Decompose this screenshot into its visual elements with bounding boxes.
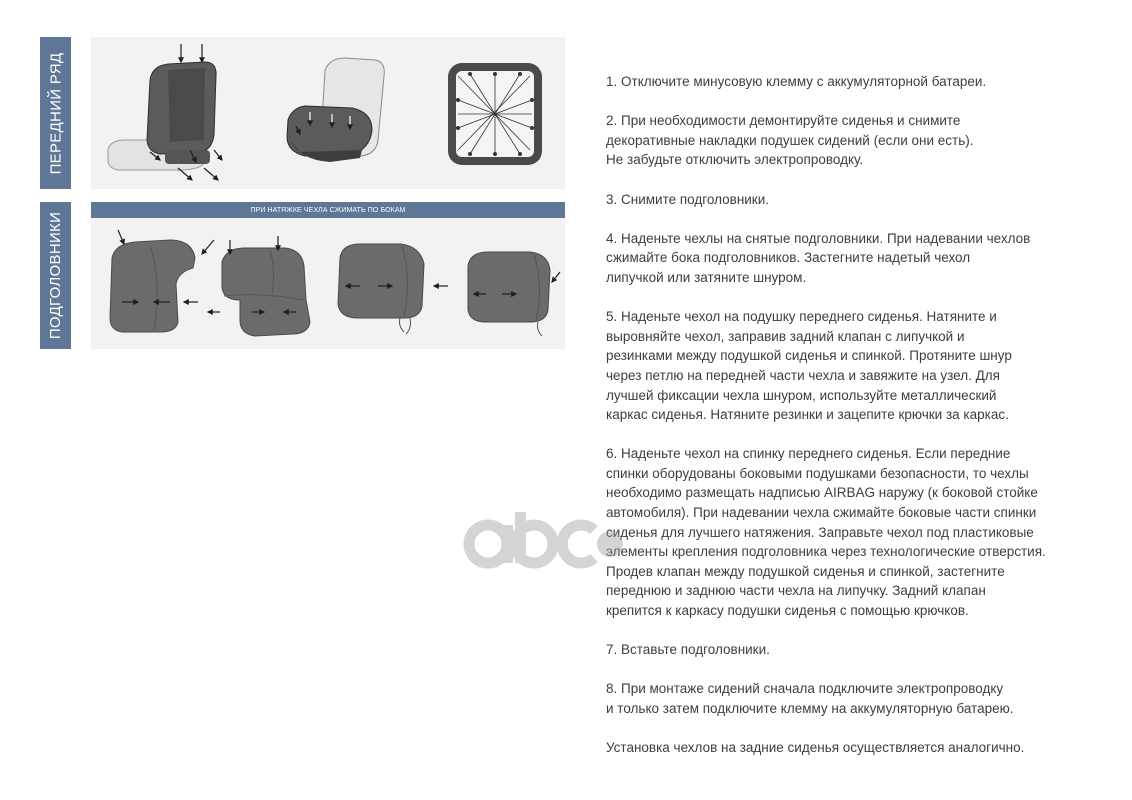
headrests-label: ПОДГОЛОВНИКИ — [47, 211, 64, 340]
instruction-step — [606, 229, 1106, 288]
instruction-line: Не забудьте отключить электропроводку. — [606, 152, 864, 168]
instruction-line: выровняйте чехол, заправив задний клапан с липучкой и — [606, 328, 965, 344]
instruction-line: липучкой или затяните шнуром. — [606, 269, 807, 285]
instruction-step — [606, 307, 1106, 425]
instruction-line: через петлю на передней части чехла и завяжите на узел. Для — [606, 367, 1000, 383]
instruction-line: декоративные накладки подушек сидений (если они есть). — [606, 132, 974, 148]
headrests-banner: ПРИ НАТЯЖКЕ ЧЕХЛА СЖИМАТЬ ПО БОКАМ — [91, 202, 565, 218]
instruction-line: и только затем подключите клемму на аккумуляторную батарею. — [606, 701, 1014, 716]
instruction-step — [606, 111, 1106, 170]
instruction-line: 5. Наденьте чехол на подушку переднего сиденья. Натяните и — [606, 309, 997, 325]
instruction-line: спинки оборудованы боковыми подушками безопасности, то чехлы — [606, 465, 1029, 481]
instruction-step — [606, 640, 1106, 660]
instruction-line: каркас сиденья. Натяните резинки и зацепите крючки за каркас. — [606, 407, 1009, 423]
headrest-cover-illustration — [110, 230, 560, 336]
instruction-line: 2. При необходимости демонтируйте сиденья и снимите — [606, 113, 961, 129]
seat-cushion-cover-illustration — [287, 58, 384, 162]
instruction-line: 8. При монтаже сидений сначала подключите электропроводку — [606, 681, 1004, 697]
instruction-line: 7. Вставьте подголовники. — [606, 642, 770, 658]
instruction-line: 3. Снимите подголовники. — [606, 191, 770, 207]
instruction-step — [606, 738, 1106, 758]
instruction-line: сжимайте бока подголовников. Застегните надетый чехол — [606, 250, 971, 266]
instruction-line: сиденья для лучшего натяжения. Заправьте чехол под пластиковые — [606, 524, 1034, 540]
abcp-watermark-logo — [460, 508, 630, 578]
installation-instructions — [606, 72, 1106, 777]
seat-frame-hooks-illustration — [448, 63, 542, 165]
instruction-step — [606, 679, 1106, 718]
instruction-line: автомобиля). При надевании чехла сжимайте боковые части спинки — [606, 505, 1037, 521]
instruction-line: элементы крепления подголовника через технологические отверстия. — [606, 544, 1046, 560]
instruction-step — [606, 72, 1106, 92]
seat-back-cover-illustration — [108, 44, 222, 180]
instruction-line: переднюю и заднюю части чехла на липучку. Задний клапан — [606, 583, 986, 599]
instruction-line: лучшей фиксации чехла шнуром, используйте металлический — [606, 387, 997, 403]
instruction-line: 1. Отключите минусовую клемму с аккумуляторной батареи. — [606, 74, 987, 89]
instruction-line: 4. Наденьте чехлы на снятые подголовники. При надевании чехлов — [606, 230, 1031, 246]
instruction-line: 6. Наденьте чехол на спинку переднего сиденья. Если передние — [606, 446, 1011, 462]
instruction-line: Установка чехлов на задние сиденья осуществляется аналогично. — [606, 740, 1025, 756]
front-row-label: ПЕРЕДНИЙ РЯД — [47, 52, 65, 174]
instruction-step — [606, 190, 1106, 210]
instruction-line: резинками между подушкой сиденья и спинкой. Протяните шнур — [606, 348, 1012, 364]
instruction-step — [606, 444, 1106, 620]
instruction-line: крепится к каркасу подушки сиденья с помощью крючков. — [606, 603, 969, 619]
instruction-line: Продев клапан между подушкой сиденья и спинкой, застегните — [606, 563, 1005, 579]
instruction-line: необходимо размещать надписью AIRBAG наружу (к боковой стойке — [606, 485, 1038, 501]
